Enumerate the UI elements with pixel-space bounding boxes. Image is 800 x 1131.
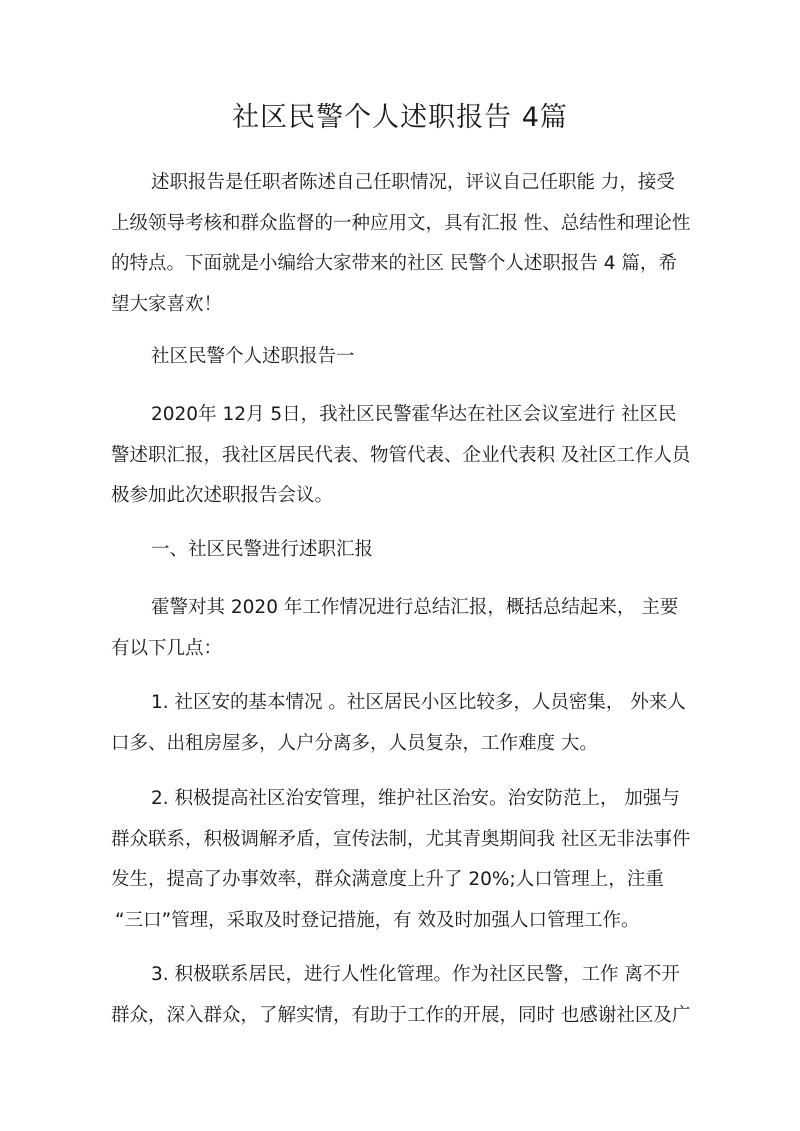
text-line: 社区民警个人述职报告一	[151, 346, 355, 367]
text-line: 群众，深入群众，了解实情，有助于工作的开展，同时 也感谢社区及广	[111, 1004, 691, 1026]
intro-paragraph	[111, 163, 691, 325]
document-title: 社区民警个人述职报告 4篇	[232, 102, 568, 133]
text-line: 上级领导考核和群众监督的一种应用文，具有汇报 性、总结性和理论性	[111, 212, 691, 234]
text-line: 有以下几点：	[111, 637, 223, 659]
summary-paragraph	[111, 588, 681, 669]
text-line: 极参加此次述职报告会议。	[111, 485, 334, 506]
text-line: 警述职汇报，我社区居民代表、物管代表、企业代表积 及社区工作人员	[111, 444, 691, 466]
text-line: 3. 积极联系居民，进行人性化管理。作为社区民警，工作 离不开	[151, 964, 680, 985]
point-two-paragraph	[111, 779, 691, 941]
text-line: 1. 社区安的基本情况 。社区居民小区比较多，人员密集， 外来人	[151, 692, 686, 713]
text-line: 发生，提高了办事效率，群众满意度上升了 20%;人口管理上，注重	[111, 869, 664, 890]
section-heading-report-one	[111, 337, 681, 378]
text-line: 述职报告是任职者陈述自己任职情况，评议自己任职能 力，接受	[151, 172, 675, 193]
text-line: 2. 积极提高社区治安管理，维护社区治安。治安防范上， 加强与	[151, 788, 680, 809]
subheading-one	[111, 530, 681, 571]
text-line: 望大家喜欢！	[111, 293, 223, 315]
text-line: 群众联系，积极调解矛盾，宣传法制，尤其青奥期间我 社区无非法事件	[111, 828, 691, 850]
text-line: 口多、出租房屋多，人户分离多，人员复杂，工作难度 大。	[111, 732, 598, 754]
meeting-paragraph	[111, 395, 691, 517]
text-line: 的特点。下面就是小编给大家带来的社区 民警个人述职报告 4 篇，希	[111, 253, 677, 274]
point-three-paragraph	[111, 955, 691, 1036]
point-one-paragraph	[111, 683, 686, 764]
text-line: 霍警对其 2020 年工作情况进行总结汇报，概括总结起来， 主要	[151, 597, 679, 618]
text-line: “三口”管理，采取及时登记措施，有 效及时加强人口管理工作。	[115, 909, 640, 931]
text-line: 2020年 12月 5日，我社区民警霍华达在社区会议室进行 社区民	[151, 404, 677, 425]
text-line: 一、社区民警进行述职汇报	[151, 539, 374, 560]
